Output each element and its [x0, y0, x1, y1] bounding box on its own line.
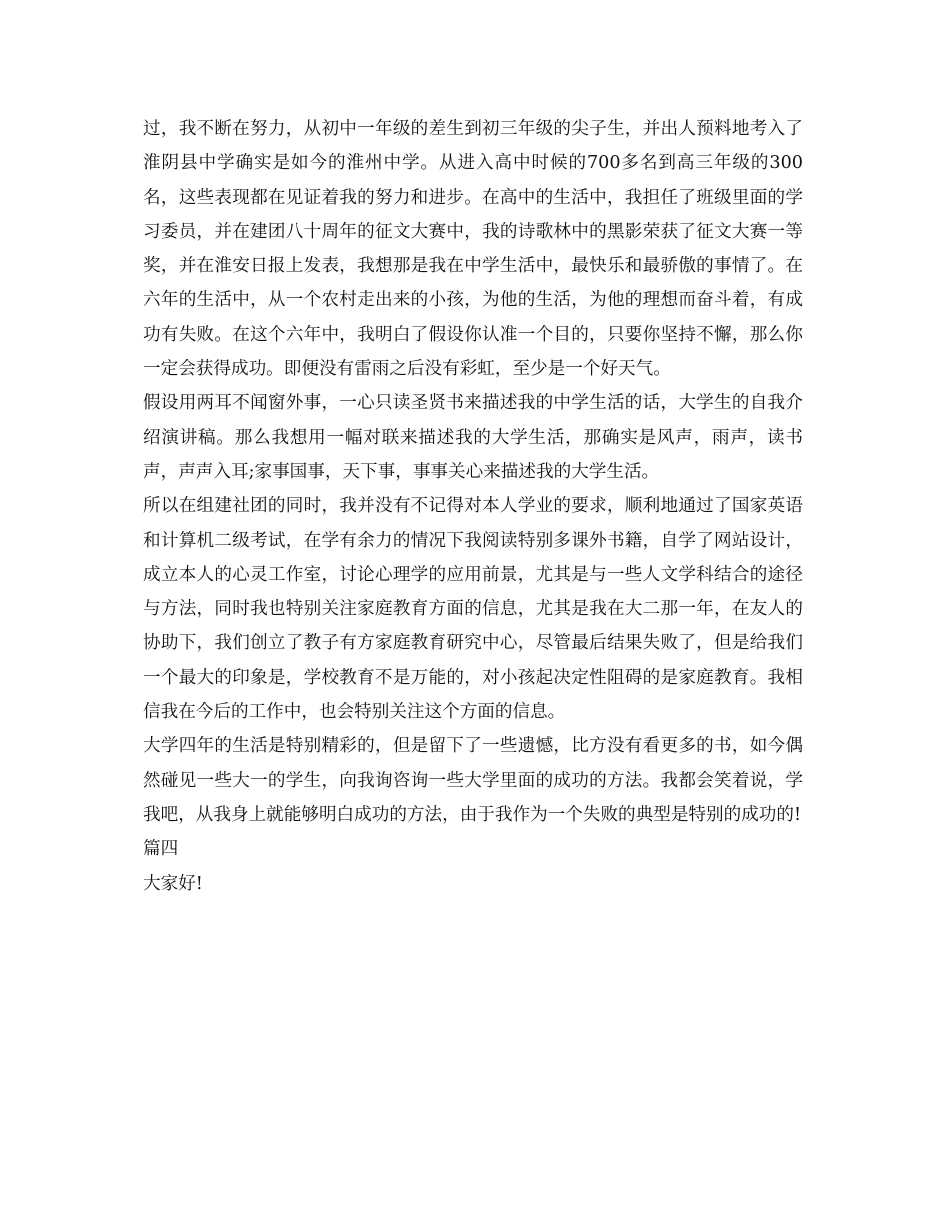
paragraph-regrets: 大学四年的生活是特别精彩的，但是留下了一些遗憾，比方没有看更多的书，如今偶然碰见一些大一的学生，向我询咨询一些大学里面的成功的方法。我都会笑着说，学我吧，从我身上就能够明白成功的方法，由于我作为一个失败的典型是特别的成功的!: [143, 736, 803, 825]
section-heading: 篇四: [143, 839, 179, 860]
paragraph-university-study: 所以在组建社团的同时，我并没有不记得对本人学业的要求，顺利地通过了国家英语和计算机二级考试，在学有余力的情况下我阅读特别多课外书籍，自学了网站设计，成立本人的心灵工作室，讨论心理学的应用前景，尤其是与一些人文学科结合的途径与方法，同时我也特别关注家庭教育方面的信息，尤其是我在大二那一年，在友人的协助下，我们创立了教子有方家庭教育研究中心，尽管最后结果失败了，但是给我们一个最大的印象是，学校教育不是万能的，对小孩起决定性阻碍的是家庭教育。我相信我在今后的工作中，也会特别关注这个方面的信息。: [143, 496, 803, 723]
paragraph-continuation: 过，我不断在努力，从初中一年级的差生到初三年级的尖子生，并出人预料地考入了淮阴县中学确实是如今的淮州中学。从进入高中时候的700多名到高三年级的300名，这些表现都在见证着我的努力和进步。在高中的生活中，我担任了班级里面的学习委员，并在建团八十周年的征文大赛中，我的诗歌林中的黑影荣获了征文大赛一等奖，并在淮安日报上发表，我想那是我在中学生活中，最快乐和最骄傲的事情了。在六年的生活中，从一个农村走出来的小孩，为他的生活，为他的理想而奋斗着，有成功有失败。在这个六年中，我明白了假设你认准一个目的，只要你坚持不懈，那么你一定会获得成功。即便没有雷雨之后没有彩虹，至少是一个好天气。: [143, 119, 803, 380]
document-body: [143, 112, 803, 901]
paragraph-middle-school: 假设用两耳不闻窗外事，一心只读圣贤书来描述我的中学生活的话，大学生的自我介绍演讲稿。那么我想用一幅对联来描述我的大学生活，那确实是风声，雨声，读书声，声声入耳;家事国事，天下事，事事关心来描述我的大学生活。: [143, 393, 803, 482]
greeting-line: 大家好!: [143, 873, 203, 894]
